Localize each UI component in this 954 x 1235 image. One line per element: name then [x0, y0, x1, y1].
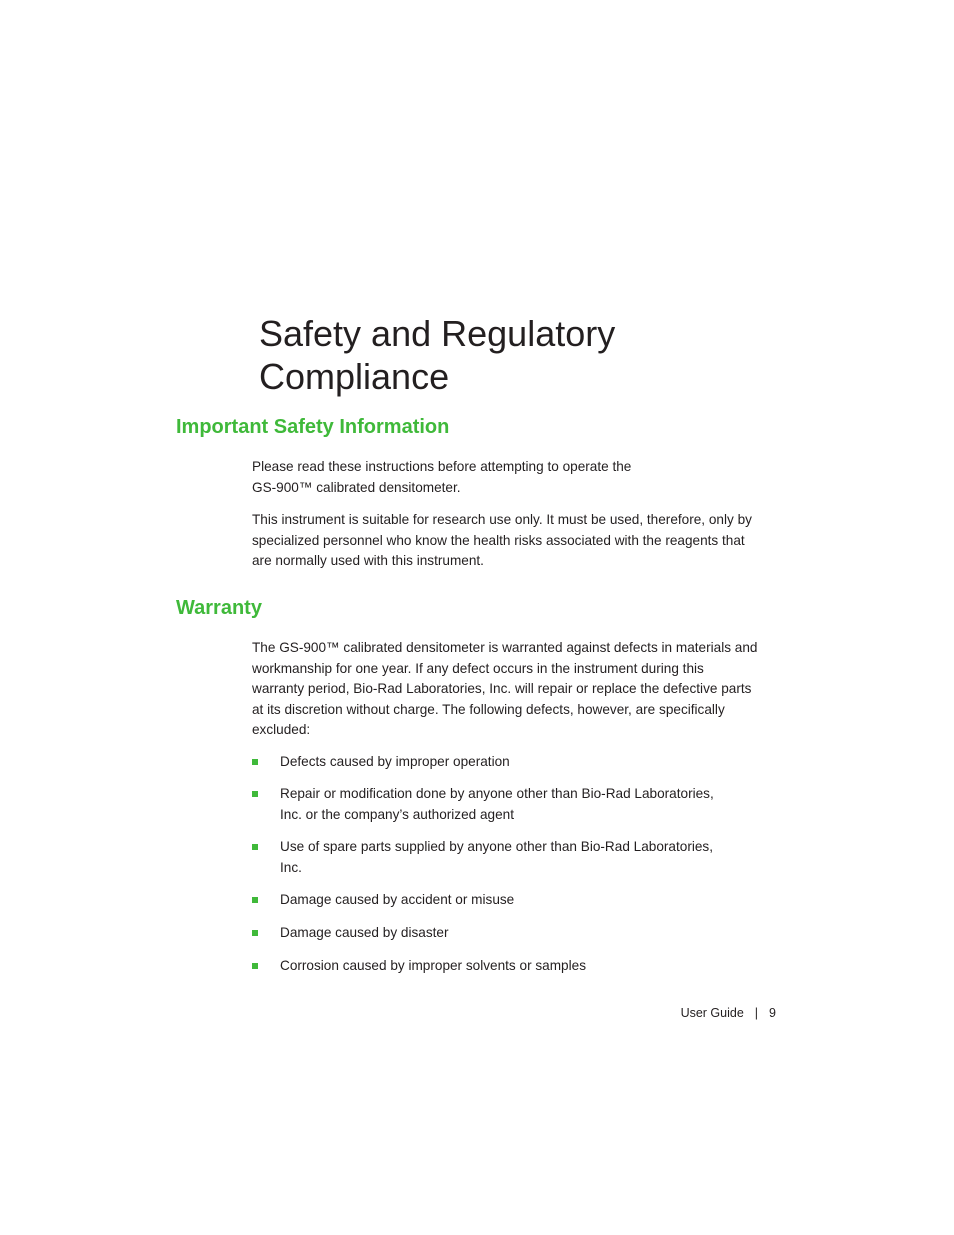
list-item [252, 784, 772, 825]
list-item-line: Inc. or the company’s authorized agent [280, 806, 515, 822]
safety-paragraph-1 [252, 457, 792, 498]
chapter-title-line-2: Compliance [259, 356, 450, 397]
list-item-text [280, 956, 772, 977]
list-item-line: Corrosion caused by improper solvents or samples [280, 958, 586, 973]
safety-paragraph-2 [252, 510, 792, 572]
list-item-line: Damage caused by disaster [280, 925, 449, 940]
chapter-title-line-1: Safety and Regulatory [259, 313, 616, 354]
warranty-paragraph-line-1: The GS-900™ calibrated densitometer is warranted against defects in materials and [252, 640, 758, 655]
green-square-bullet-icon [252, 844, 258, 850]
chapter-title [259, 312, 819, 398]
list-item [252, 752, 772, 773]
safety-paragraph-2-line-2: specialized personnel who know the health risks associated with the reagents that [252, 532, 745, 548]
page-number: 9 [769, 1006, 776, 1020]
safety-paragraph-1-line-2: GS-900™ calibrated densitometer. [252, 479, 461, 495]
list-item [252, 890, 772, 911]
list-item-line: Damage caused by accident or misuse [280, 892, 515, 907]
list-item-line: Use of spare parts supplied by anyone other than Bio-Rad Laboratories, [280, 839, 713, 854]
safety-paragraph-2-line-3: are normally used with this instrument. [252, 553, 484, 568]
green-square-bullet-icon [252, 759, 258, 765]
warranty-paragraph [252, 638, 792, 741]
list-item-text [280, 923, 772, 944]
list-item-line: Defects caused by improper operation [280, 754, 510, 769]
green-square-bullet-icon [252, 963, 258, 969]
list-item [252, 923, 772, 944]
section-heading-safety: Important Safety Information [176, 416, 450, 438]
warranty-paragraph-line-5: excluded: [252, 722, 311, 737]
list-item-line: Inc. [280, 859, 302, 875]
footer-label: User Guide [680, 1006, 744, 1020]
list-item-text [280, 784, 772, 825]
list-item-text [280, 752, 772, 773]
section-heading-warranty: Warranty [176, 597, 262, 619]
page-footer [681, 1004, 776, 1022]
list-item [252, 956, 772, 977]
warranty-paragraph-line-2: workmanship for one year. If any defect occurs in the instrument during this [252, 660, 704, 676]
safety-paragraph-2-line-1: This instrument is suitable for research use only. It must be used, therefore, only by [252, 512, 752, 527]
footer-separator: | [754, 1006, 759, 1020]
green-square-bullet-icon [252, 791, 258, 797]
green-square-bullet-icon [252, 897, 258, 903]
green-square-bullet-icon [252, 930, 258, 936]
list-item-line: Repair or modification done by anyone other than Bio-Rad Laboratories, [280, 786, 714, 801]
safety-paragraph-1-line-1: Please read these instructions before attempting to operate the [252, 459, 632, 474]
warranty-paragraph-line-3: warranty period, Bio-Rad Laboratories, Inc. will repair or replace the defective parts [252, 681, 752, 696]
list-item [252, 837, 772, 878]
warranty-paragraph-line-4: at its discretion without charge. The following defects, however, are specifically [252, 701, 725, 717]
list-item-text [280, 837, 772, 878]
list-item-text [280, 890, 772, 911]
